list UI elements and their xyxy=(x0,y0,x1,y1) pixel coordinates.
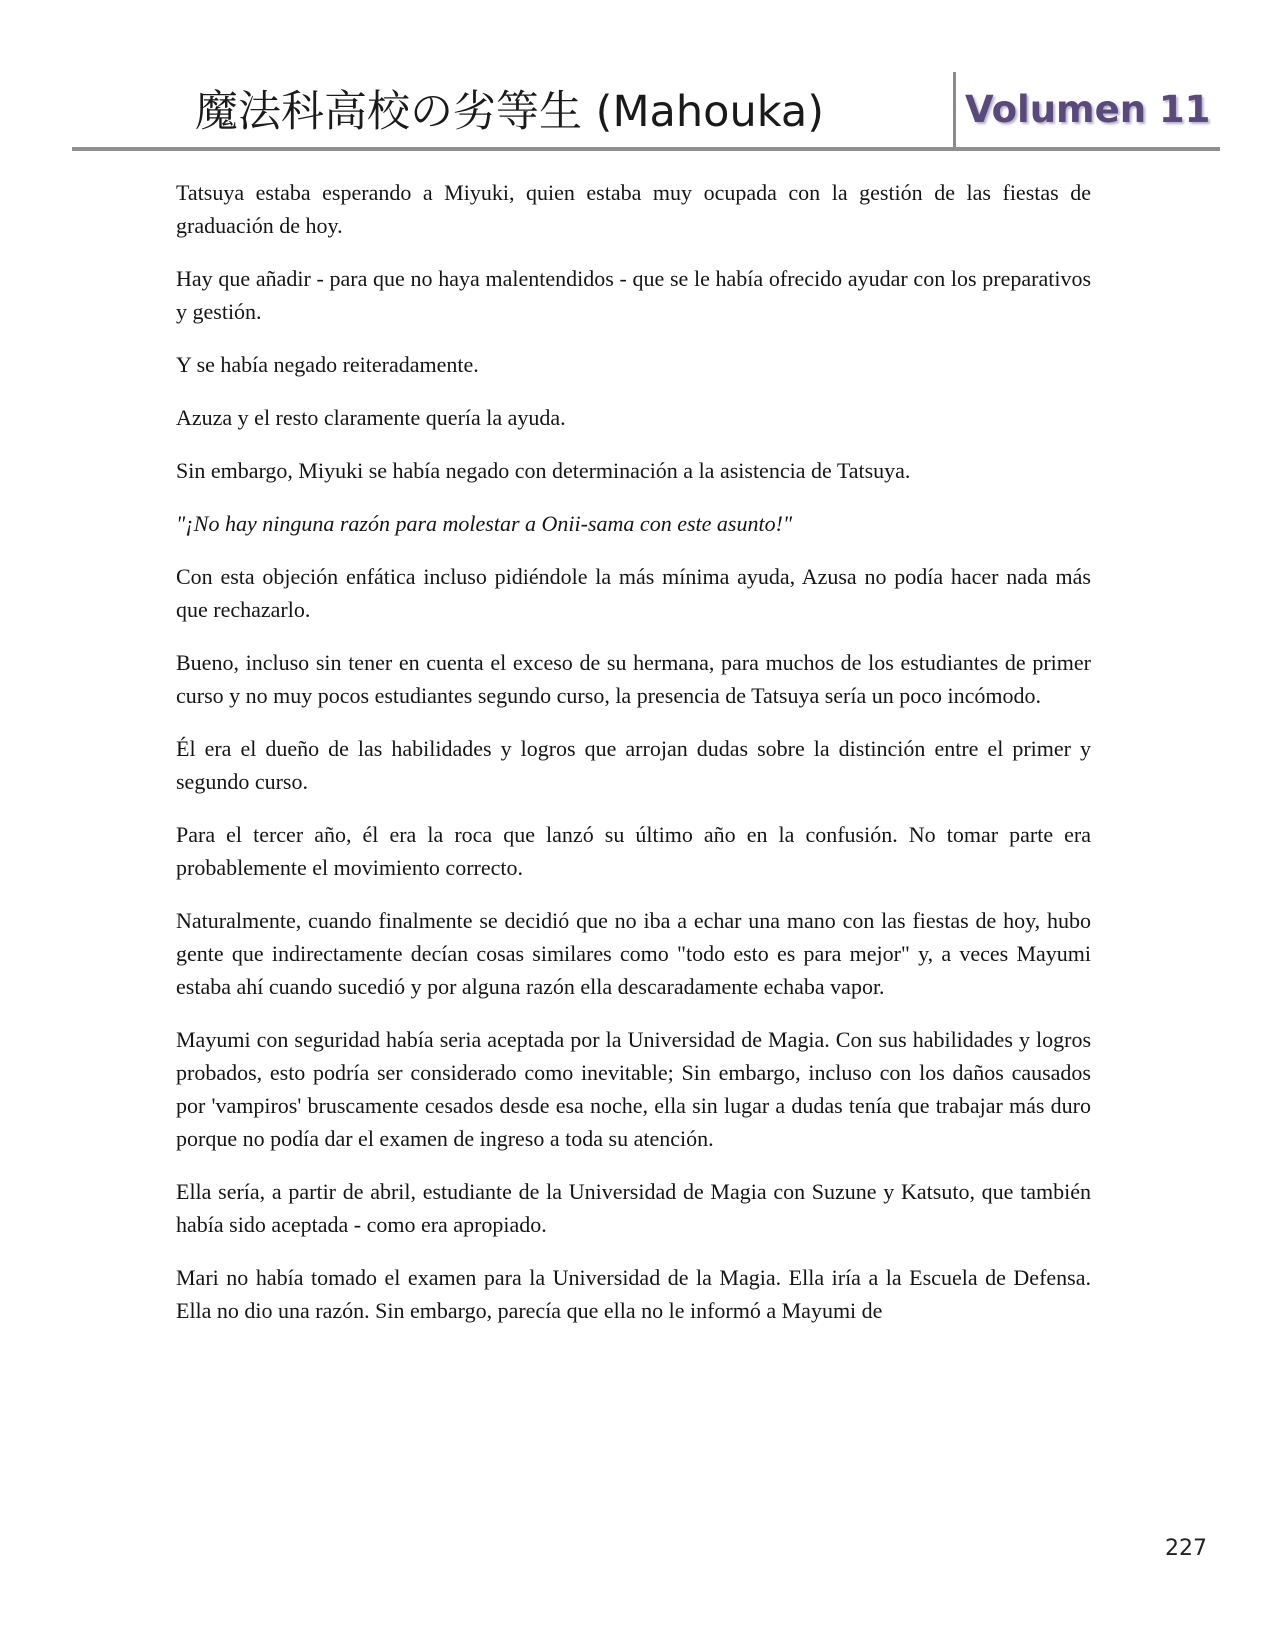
paragraph: Para el tercer año, él era la roca que lanzó su último año en la confusión. No tomar parte era probablemente el movimiento correcto. xyxy=(176,822,1091,880)
paragraph: Sin embargo, Miyuki se había negado con determinación a la asistencia de Tatsuya. xyxy=(176,458,911,483)
paragraph: Mayumi con seguridad había seria aceptada por la Universidad de Magia. Con sus habilidades y logros probados, esto podría ser considerado como inevitable; Sin embargo, incluso con los daños causados por 'vampiros' bruscamente cesados desde esa noche, ella sin lugar a dudas tenía que trabajar más duro porque no podía dar el examen de ingreso a toda su atención. xyxy=(176,1027,1091,1151)
paragraph: Hay que añadir - para que no haya malentendidos - que se le había ofrecido ayudar con los preparativos y gestión. xyxy=(176,266,1091,324)
paragraph: Tatsuya estaba esperando a Miyuki, quien estaba muy ocupada con la gestión de las fiestas de graduación de hoy. xyxy=(176,180,1091,238)
volume-label: Volumen 11 xyxy=(965,88,1211,131)
dialogue-quote: "¡No hay ninguna razón para molestar a Onii-sama con este asunto!" xyxy=(176,511,793,536)
paragraph: Mari no había tomado el examen para la Universidad de la Magia. Ella iría a la Escuela de Defensa. Ella no dio una razón. Sin embargo, parecía que ella no le informó a Mayumi de xyxy=(176,1265,1091,1323)
header-divider xyxy=(953,72,956,148)
paragraph: Azuza y el resto claramente quería la ayuda. xyxy=(176,405,566,430)
body-text xyxy=(176,176,1091,1347)
paragraph: Ella sería, a partir de abril, estudiante de la Universidad de Magia con Suzune y Katsuto, que también había sido aceptada - como era apropiado. xyxy=(176,1179,1091,1237)
paragraph: Naturalmente, cuando finalmente se decidió que no iba a echar una mano con las fiestas de hoy, hubo gente que indirectamente decían cosas similares como "todo esto es para mejor" y, a veces Mayumi estaba ahí cuando sucedió y por alguna razón ella descaradamente echaba vapor. xyxy=(176,908,1091,999)
book-title: 魔法科高校の劣等生 (Mahouka) xyxy=(195,87,824,137)
page-number: 227 xyxy=(1165,1536,1207,1561)
header-rule xyxy=(72,147,1220,151)
paragraph: Él era el dueño de las habilidades y logros que arrojan dudas sobre la distinción entre el primer y segundo curso. xyxy=(176,736,1091,794)
paragraph: Con esta objeción enfática incluso pidiéndole la más mínima ayuda, Azusa no podía hacer nada más que rechazarlo. xyxy=(176,564,1091,622)
paragraph: Y se había negado reiteradamente. xyxy=(176,352,479,377)
paragraph: Bueno, incluso sin tener en cuenta el exceso de su hermana, para muchos de los estudiantes de primer curso y no muy pocos estudiantes segundo curso, la presencia de Tatsuya sería un poco incómodo. xyxy=(176,650,1091,708)
